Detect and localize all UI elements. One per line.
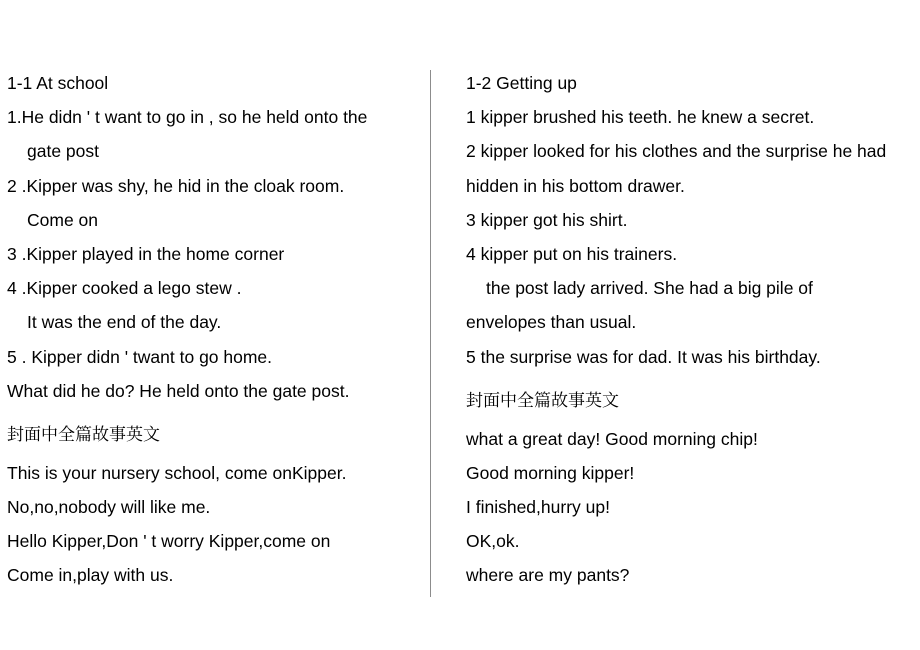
right-story-lines [466, 66, 916, 374]
text-line: 1.He didn ' t want to go in , so he held onto the [7, 107, 368, 128]
text-line: 3 kipper got his shirt. [466, 209, 628, 230]
text-line: 4 kipper put on his trainers. [466, 243, 678, 264]
text-line: 2 kipper looked for his clothes and the surprise he had [466, 141, 887, 162]
left-story-lines [7, 66, 417, 408]
right-column [466, 66, 916, 593]
text-line: envelopes than usual. [466, 312, 637, 333]
text-line: 1-2 Getting up [466, 73, 577, 93]
text-line: This is your nursery school, come onKipper. [7, 462, 347, 483]
text-line: I finished,hurry up! [466, 497, 610, 518]
left-cover-lines [7, 456, 417, 593]
text-line: Good morning kipper! [466, 462, 635, 483]
text-line: 1 kipper brushed his teeth. he knew a secret. [466, 107, 815, 128]
text-line: 4 .Kipper cooked a lego stew . [7, 278, 242, 299]
text-line: gate post [27, 141, 99, 162]
text-line: 5 . Kipper didn ' twant to go home. [7, 346, 273, 367]
text-line: What did he do? He held onto the gate post. [7, 380, 350, 401]
text-line: Come in,play with us. [7, 565, 174, 586]
text-line: 5 the surprise was for dad. It was his birthday. [466, 346, 821, 367]
text-line: No,no,nobody will like me. [7, 497, 211, 518]
left-column [7, 66, 417, 593]
right-section-heading: 封面中全篇故事英文 [466, 390, 619, 411]
text-line: 3 .Kipper played in the home corner [7, 243, 285, 264]
text-line: Come on [27, 209, 99, 230]
text-line: OK,ok. [466, 531, 520, 552]
text-line: 1-1 At school [7, 73, 109, 93]
text-line: the post lady arrived. She had a big pile of [486, 278, 813, 299]
text-line: what a great day! Good morning chip! [466, 428, 758, 449]
text-line: where are my pants? [466, 565, 630, 586]
text-line: It was the end of the day. [27, 312, 222, 333]
right-cover-lines [466, 422, 916, 593]
text-line: 2 .Kipper was shy, he hid in the cloak room. [7, 175, 345, 196]
left-section-heading: 封面中全篇故事英文 [7, 424, 160, 445]
text-line: hidden in his bottom drawer. [466, 175, 685, 196]
column-divider [430, 70, 431, 597]
text-line: Hello Kipper,Don ' t worry Kipper,come on [7, 531, 331, 552]
